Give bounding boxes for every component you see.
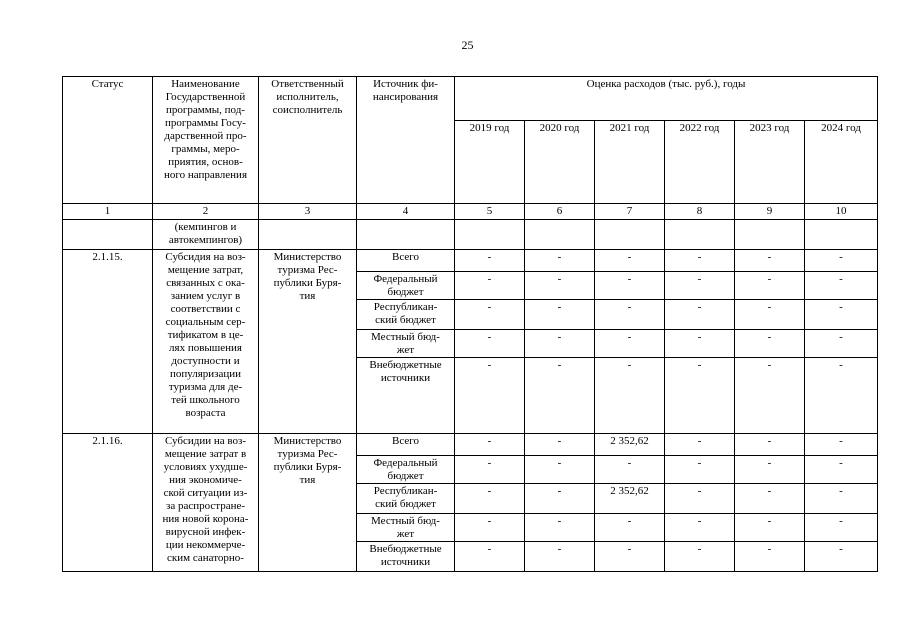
text-line: соисполнитель	[272, 104, 343, 116]
expense-value: -	[805, 272, 878, 300]
continuation-cell	[665, 220, 735, 250]
expense-value: -	[455, 358, 525, 434]
continuation-name	[153, 220, 259, 250]
funding-source	[357, 456, 455, 484]
expense-value: -	[595, 250, 665, 272]
funding-source	[357, 250, 455, 272]
text-line: (кемпингов и	[174, 221, 237, 233]
text-line: дарственной про-	[164, 130, 247, 142]
header-status: Статус	[63, 77, 153, 204]
funding-source	[357, 542, 455, 572]
text-line: бюджет	[387, 470, 424, 482]
header-year: 2023 год	[735, 121, 805, 204]
expense-value: -	[595, 358, 665, 434]
text-line: ния новой корона-	[162, 513, 249, 525]
text-line: жет	[396, 344, 415, 356]
expense-value: -	[735, 434, 805, 456]
expense-value: -	[735, 514, 805, 542]
expense-value: -	[525, 514, 595, 542]
funding-source	[357, 434, 455, 456]
section-row	[63, 434, 878, 456]
expense-value: -	[525, 300, 595, 330]
expense-value: -	[595, 456, 665, 484]
header-name	[153, 77, 259, 204]
expense-value: -	[525, 330, 595, 358]
text-line: занием услуг в	[170, 290, 241, 302]
section-name	[153, 434, 259, 572]
expense-value: -	[595, 300, 665, 330]
header-year: 2022 год	[665, 121, 735, 204]
expense-value: -	[665, 330, 735, 358]
text-line: бюджет	[387, 286, 424, 298]
header-source	[357, 77, 455, 204]
text-line: за распростране-	[165, 500, 246, 512]
text-line: Внебюджетные	[369, 359, 442, 371]
header-responsible	[259, 77, 357, 204]
continuation-cell	[357, 220, 455, 250]
expense-value: -	[805, 300, 878, 330]
expense-value: 2 352,62	[595, 434, 665, 456]
column-number: 5	[455, 204, 525, 220]
expense-value: -	[595, 330, 665, 358]
expense-value: -	[805, 514, 878, 542]
text-line: ния экономиче-	[169, 474, 242, 486]
expense-value: -	[595, 272, 665, 300]
expense-value: -	[735, 250, 805, 272]
expense-value: -	[595, 542, 665, 572]
expense-value: -	[665, 456, 735, 484]
text-line: мещение затрат в	[164, 448, 247, 460]
text-line: ским санаторно-	[167, 552, 244, 564]
column-number: 8	[665, 204, 735, 220]
text-line: ский бюджет	[375, 314, 436, 326]
budget-table	[62, 76, 878, 572]
expense-value: -	[455, 434, 525, 456]
text-line: ции некоммерче-	[165, 539, 246, 551]
expense-value: -	[525, 250, 595, 272]
expense-value: -	[525, 484, 595, 514]
section-responsible	[259, 250, 357, 434]
expense-value: -	[805, 434, 878, 456]
text-line: лях повышения	[169, 342, 242, 354]
column-number: 6	[525, 204, 595, 220]
text-line: Государственной	[165, 91, 246, 103]
text-line: Ответственный	[271, 78, 344, 90]
continuation-cell	[595, 220, 665, 250]
expense-value: -	[735, 358, 805, 434]
header-expenses: Оценка расходов (тыс. руб.), годы	[455, 77, 878, 121]
continuation-cell	[525, 220, 595, 250]
column-number: 10	[805, 204, 878, 220]
text-line: приятия, основ-	[168, 156, 243, 168]
section-responsible	[259, 434, 357, 572]
continuation-cell	[805, 220, 878, 250]
expense-value: -	[665, 434, 735, 456]
expense-value: -	[735, 330, 805, 358]
text-line: ский бюджет	[375, 498, 436, 510]
expense-value: -	[525, 456, 595, 484]
text-line: тия	[299, 290, 316, 302]
text-line: источники	[380, 556, 431, 568]
text-line: тификатом в це-	[167, 329, 244, 341]
expense-value: -	[805, 456, 878, 484]
text-line: исполнитель,	[276, 91, 339, 103]
text-line: туризма Рес-	[277, 448, 338, 460]
text-line: Министерство	[273, 435, 342, 447]
expense-value: -	[455, 300, 525, 330]
text-line: жет	[396, 528, 415, 540]
text-line: публики Буря-	[273, 461, 342, 473]
expense-value: -	[525, 542, 595, 572]
section-status: 2.1.16.	[63, 434, 153, 572]
expense-value: 2 352,62	[595, 484, 665, 514]
column-number: 3	[259, 204, 357, 220]
text-line: Субсидия на воз-	[165, 251, 246, 263]
continuation-cell	[63, 220, 153, 250]
expense-value: -	[525, 434, 595, 456]
funding-source	[357, 300, 455, 330]
text-line: Местный бюд-	[371, 515, 440, 527]
text-line: вирусной инфек-	[165, 526, 246, 538]
text-line: соответствии с	[170, 303, 241, 315]
text-line: Наименование	[171, 78, 240, 90]
expense-value: -	[735, 456, 805, 484]
text-line: популяризации	[169, 368, 242, 380]
expense-value: -	[455, 484, 525, 514]
expense-value: -	[735, 300, 805, 330]
funding-source	[357, 330, 455, 358]
expense-value: -	[665, 542, 735, 572]
text-line: Федеральный	[373, 273, 438, 285]
continuation-cell	[455, 220, 525, 250]
text-line: публики Буря-	[273, 277, 342, 289]
text-line: мещение затрат,	[167, 264, 244, 276]
text-line: Министерство	[273, 251, 342, 263]
section-name	[153, 250, 259, 434]
expense-value: -	[665, 514, 735, 542]
text-line: Всего	[392, 435, 419, 447]
text-line: связанных с ока-	[166, 277, 245, 289]
continuation-row	[63, 220, 878, 250]
text-line: Федеральный	[373, 457, 438, 469]
expense-value: -	[455, 542, 525, 572]
column-number: 9	[735, 204, 805, 220]
expense-value: -	[455, 250, 525, 272]
text-line: нансирования	[372, 91, 439, 103]
expense-value: -	[525, 358, 595, 434]
expense-value: -	[665, 250, 735, 272]
text-line: тия	[299, 474, 316, 486]
text-line: Источник фи-	[373, 78, 438, 90]
header-year: 2019 год	[455, 121, 525, 204]
expense-value: -	[735, 542, 805, 572]
column-number: 4	[357, 204, 455, 220]
text-line: Внебюджетные	[369, 543, 442, 555]
expense-value: -	[665, 484, 735, 514]
expense-value: -	[805, 358, 878, 434]
section-status: 2.1.15.	[63, 250, 153, 434]
text-line: Республикан-	[373, 301, 438, 313]
text-line: ской ситуации из-	[163, 487, 248, 499]
continuation-cell	[259, 220, 357, 250]
expense-value: -	[665, 300, 735, 330]
funding-source	[357, 272, 455, 300]
expense-value: -	[805, 330, 878, 358]
page-number: 25	[461, 38, 474, 52]
expense-value: -	[805, 484, 878, 514]
text-line: условиях ухудше-	[163, 461, 248, 473]
expense-value: -	[805, 250, 878, 272]
header-year: 2024 год	[805, 121, 878, 204]
text-line: возраста	[185, 407, 226, 419]
header-year: 2020 год	[525, 121, 595, 204]
funding-source	[357, 358, 455, 434]
expense-value: -	[455, 272, 525, 300]
text-line: граммы, меро-	[171, 143, 240, 155]
text-line: ного направления	[163, 169, 248, 181]
expense-value: -	[805, 542, 878, 572]
expense-value: -	[455, 514, 525, 542]
expense-value: -	[455, 330, 525, 358]
text-line: социальным сер-	[165, 316, 246, 328]
continuation-cell	[735, 220, 805, 250]
expense-value: -	[665, 272, 735, 300]
text-line: Субсидии на воз-	[164, 435, 247, 447]
expense-value: -	[665, 358, 735, 434]
text-line: доступности и	[171, 355, 240, 367]
text-line: туризма для де-	[168, 381, 243, 393]
section-row	[63, 250, 878, 272]
column-number: 1	[63, 204, 153, 220]
text-line: тей школьного	[171, 394, 240, 406]
text-line: Местный бюд-	[371, 331, 440, 343]
text-line: Республикан-	[373, 485, 438, 497]
text-line: туризма Рес-	[277, 264, 338, 276]
column-number: 2	[153, 204, 259, 220]
text-line: Всего	[392, 251, 419, 263]
text-line: источники	[380, 372, 431, 384]
text-line: автокемпингов)	[168, 234, 243, 246]
column-number: 7	[595, 204, 665, 220]
expense-value: -	[735, 484, 805, 514]
funding-source	[357, 514, 455, 542]
header-year: 2021 год	[595, 121, 665, 204]
column-number-row	[63, 204, 878, 220]
expense-value: -	[455, 456, 525, 484]
expense-value: -	[595, 514, 665, 542]
text-line: программы, под-	[166, 104, 245, 116]
expense-value: -	[525, 272, 595, 300]
text-line: программы Госу-	[165, 117, 246, 129]
funding-source	[357, 484, 455, 514]
expense-value: -	[735, 272, 805, 300]
